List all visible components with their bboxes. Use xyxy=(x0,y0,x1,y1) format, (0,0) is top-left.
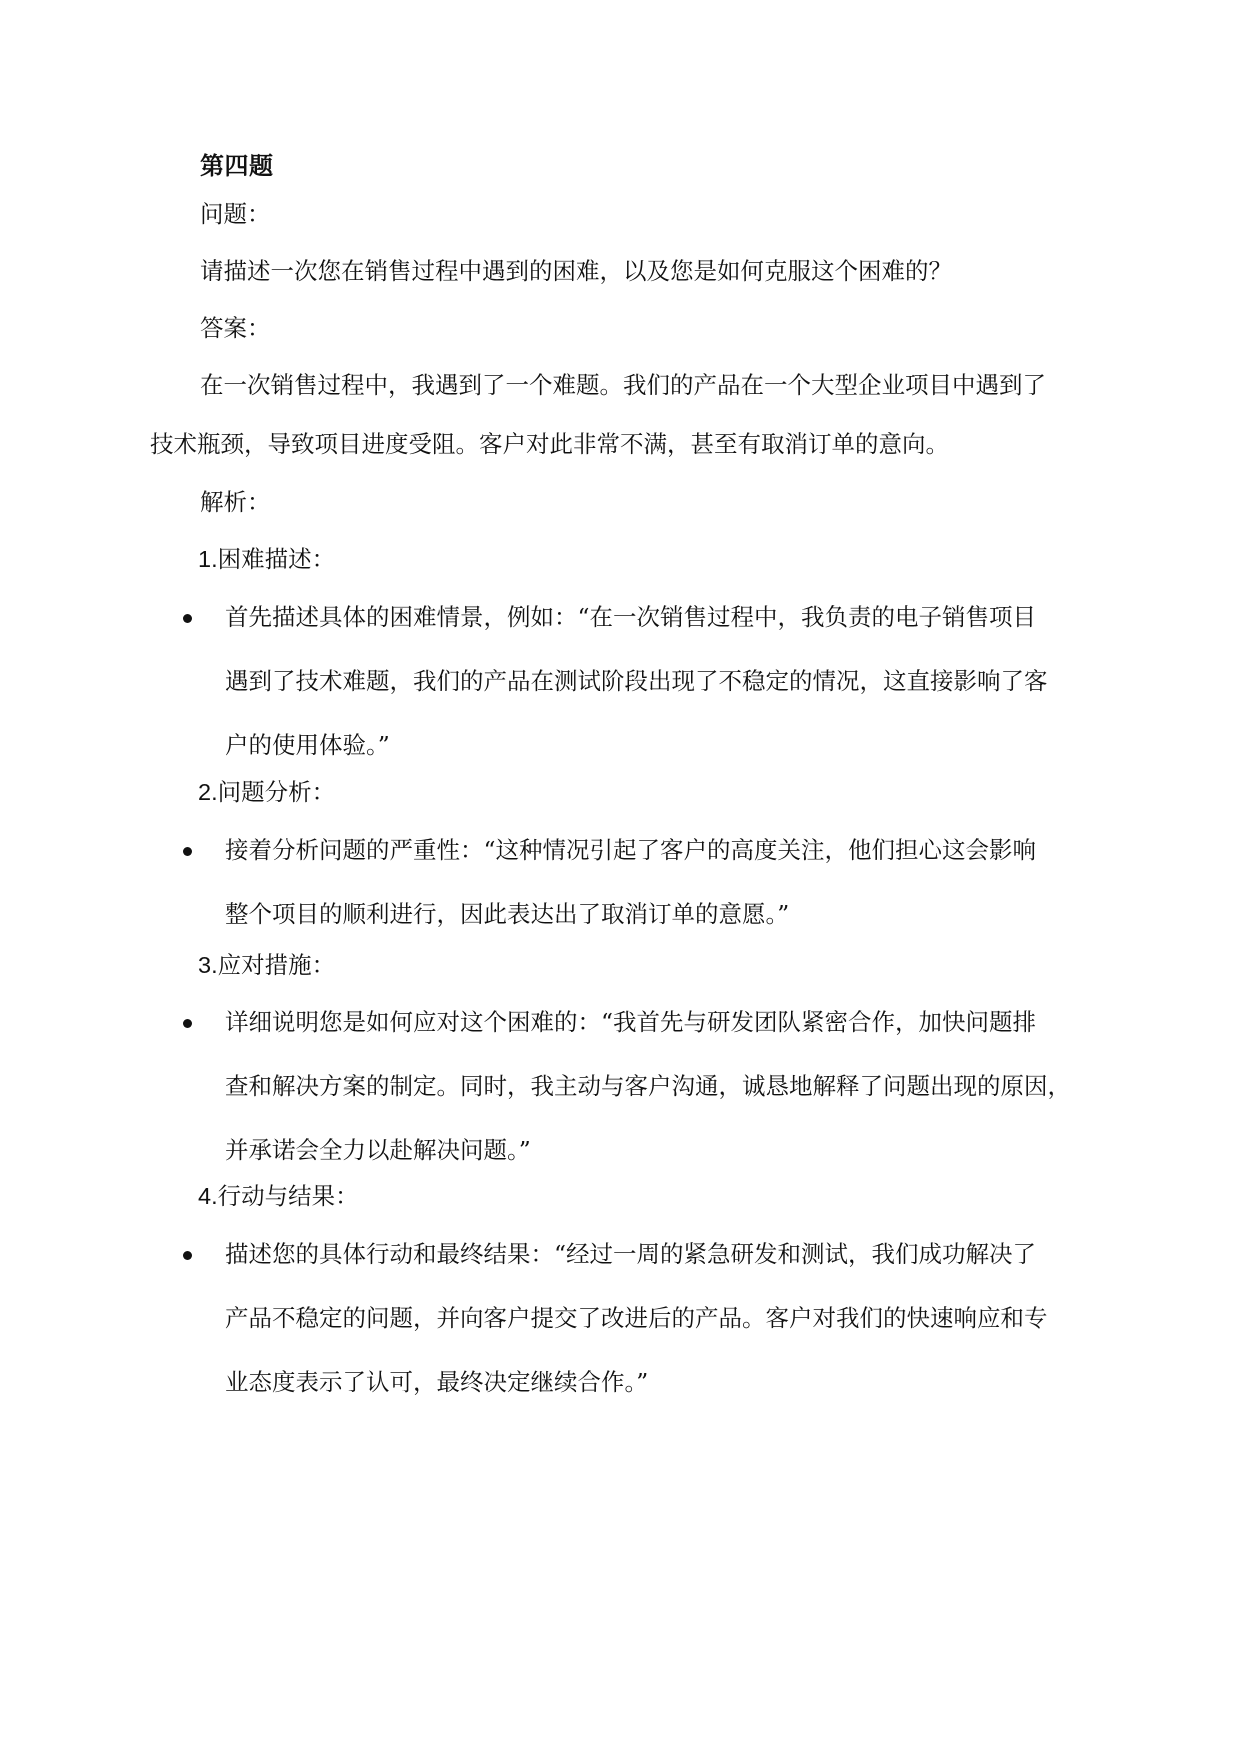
bullet-text xyxy=(225,1236,1105,1428)
bullet-line: 描述您的具体行动和最终结果：“经过一周的紧急研发和测试，我们成功解决了 xyxy=(225,1240,1037,1268)
bullet-line: 并承诺会全力以赴解决问题。” xyxy=(225,1136,531,1164)
bullet-icon xyxy=(183,614,192,623)
bullet-text xyxy=(225,1004,1105,1196)
bullet-line: 整个项目的顺利进行，因此表达出了取消订单的意愿。” xyxy=(225,900,790,928)
bullet-icon xyxy=(183,1019,192,1028)
bullet-text xyxy=(225,599,1105,791)
section-heading xyxy=(198,541,1138,577)
bullet-line: 接着分析问题的严重性：“这种情况引起了客户的高度关注，他们担心这会影响 xyxy=(225,836,1037,864)
section-heading xyxy=(198,774,1138,810)
bullet-line: 详细说明您是如何应对这个困难的：“我首先与研发团队紧密合作，加快问题排 xyxy=(225,1008,1037,1036)
bullet-line: 户的使用体验。” xyxy=(225,731,390,759)
section-heading-text: 应对措施： xyxy=(217,951,336,979)
answer-label: 答案： xyxy=(200,314,271,342)
section-heading xyxy=(198,1178,1138,1214)
bullet-line: 首先描述具体的困难情景，例如：“在一次销售过程中，我负责的电子销售项目 xyxy=(225,603,1037,631)
question-label: 问题： xyxy=(200,200,271,228)
answer-line-2: 技术瓶颈，导致项目进度受阻。客户对此非常不满，甚至有取消订单的意向。 xyxy=(150,430,949,458)
section-number: 4. xyxy=(198,1183,218,1209)
bullet-line: 遇到了技术难题，我们的产品在测试阶段出现了不稳定的情况，这直接影响了客 xyxy=(225,667,1048,695)
bullet-line: 查和解决方案的制定。同时，我主动与客户沟通，诚恳地解释了问题出现的原因， xyxy=(225,1072,1071,1100)
answer-line-1: 在一次销售过程中，我遇到了一个难题。我们的产品在一个大型企业项目中遇到了 xyxy=(200,371,1046,399)
section-number: 2. xyxy=(198,779,218,805)
section-heading-text: 困难描述： xyxy=(217,545,336,573)
question-text: 请描述一次您在销售过程中遇到的困难，以及您是如何克服这个困难的？ xyxy=(200,257,952,285)
section-heading-text: 问题分析： xyxy=(217,778,336,806)
bullet-line: 业态度表示了认可，最终决定继续合作。” xyxy=(225,1368,649,1396)
analysis-label: 解析： xyxy=(200,488,271,516)
bullet-line: 产品不稳定的问题，并向客户提交了改进后的产品。客户对我们的快速响应和专 xyxy=(225,1304,1048,1332)
section-heading xyxy=(198,947,1138,983)
page-title: 第四题 xyxy=(200,151,274,180)
bullet-text xyxy=(225,832,1105,960)
bullet-icon xyxy=(183,1251,192,1260)
section-number: 1. xyxy=(198,546,218,572)
section-number: 3. xyxy=(198,952,218,978)
section-heading-text: 行动与结果： xyxy=(217,1182,359,1210)
bullet-icon xyxy=(183,847,192,856)
